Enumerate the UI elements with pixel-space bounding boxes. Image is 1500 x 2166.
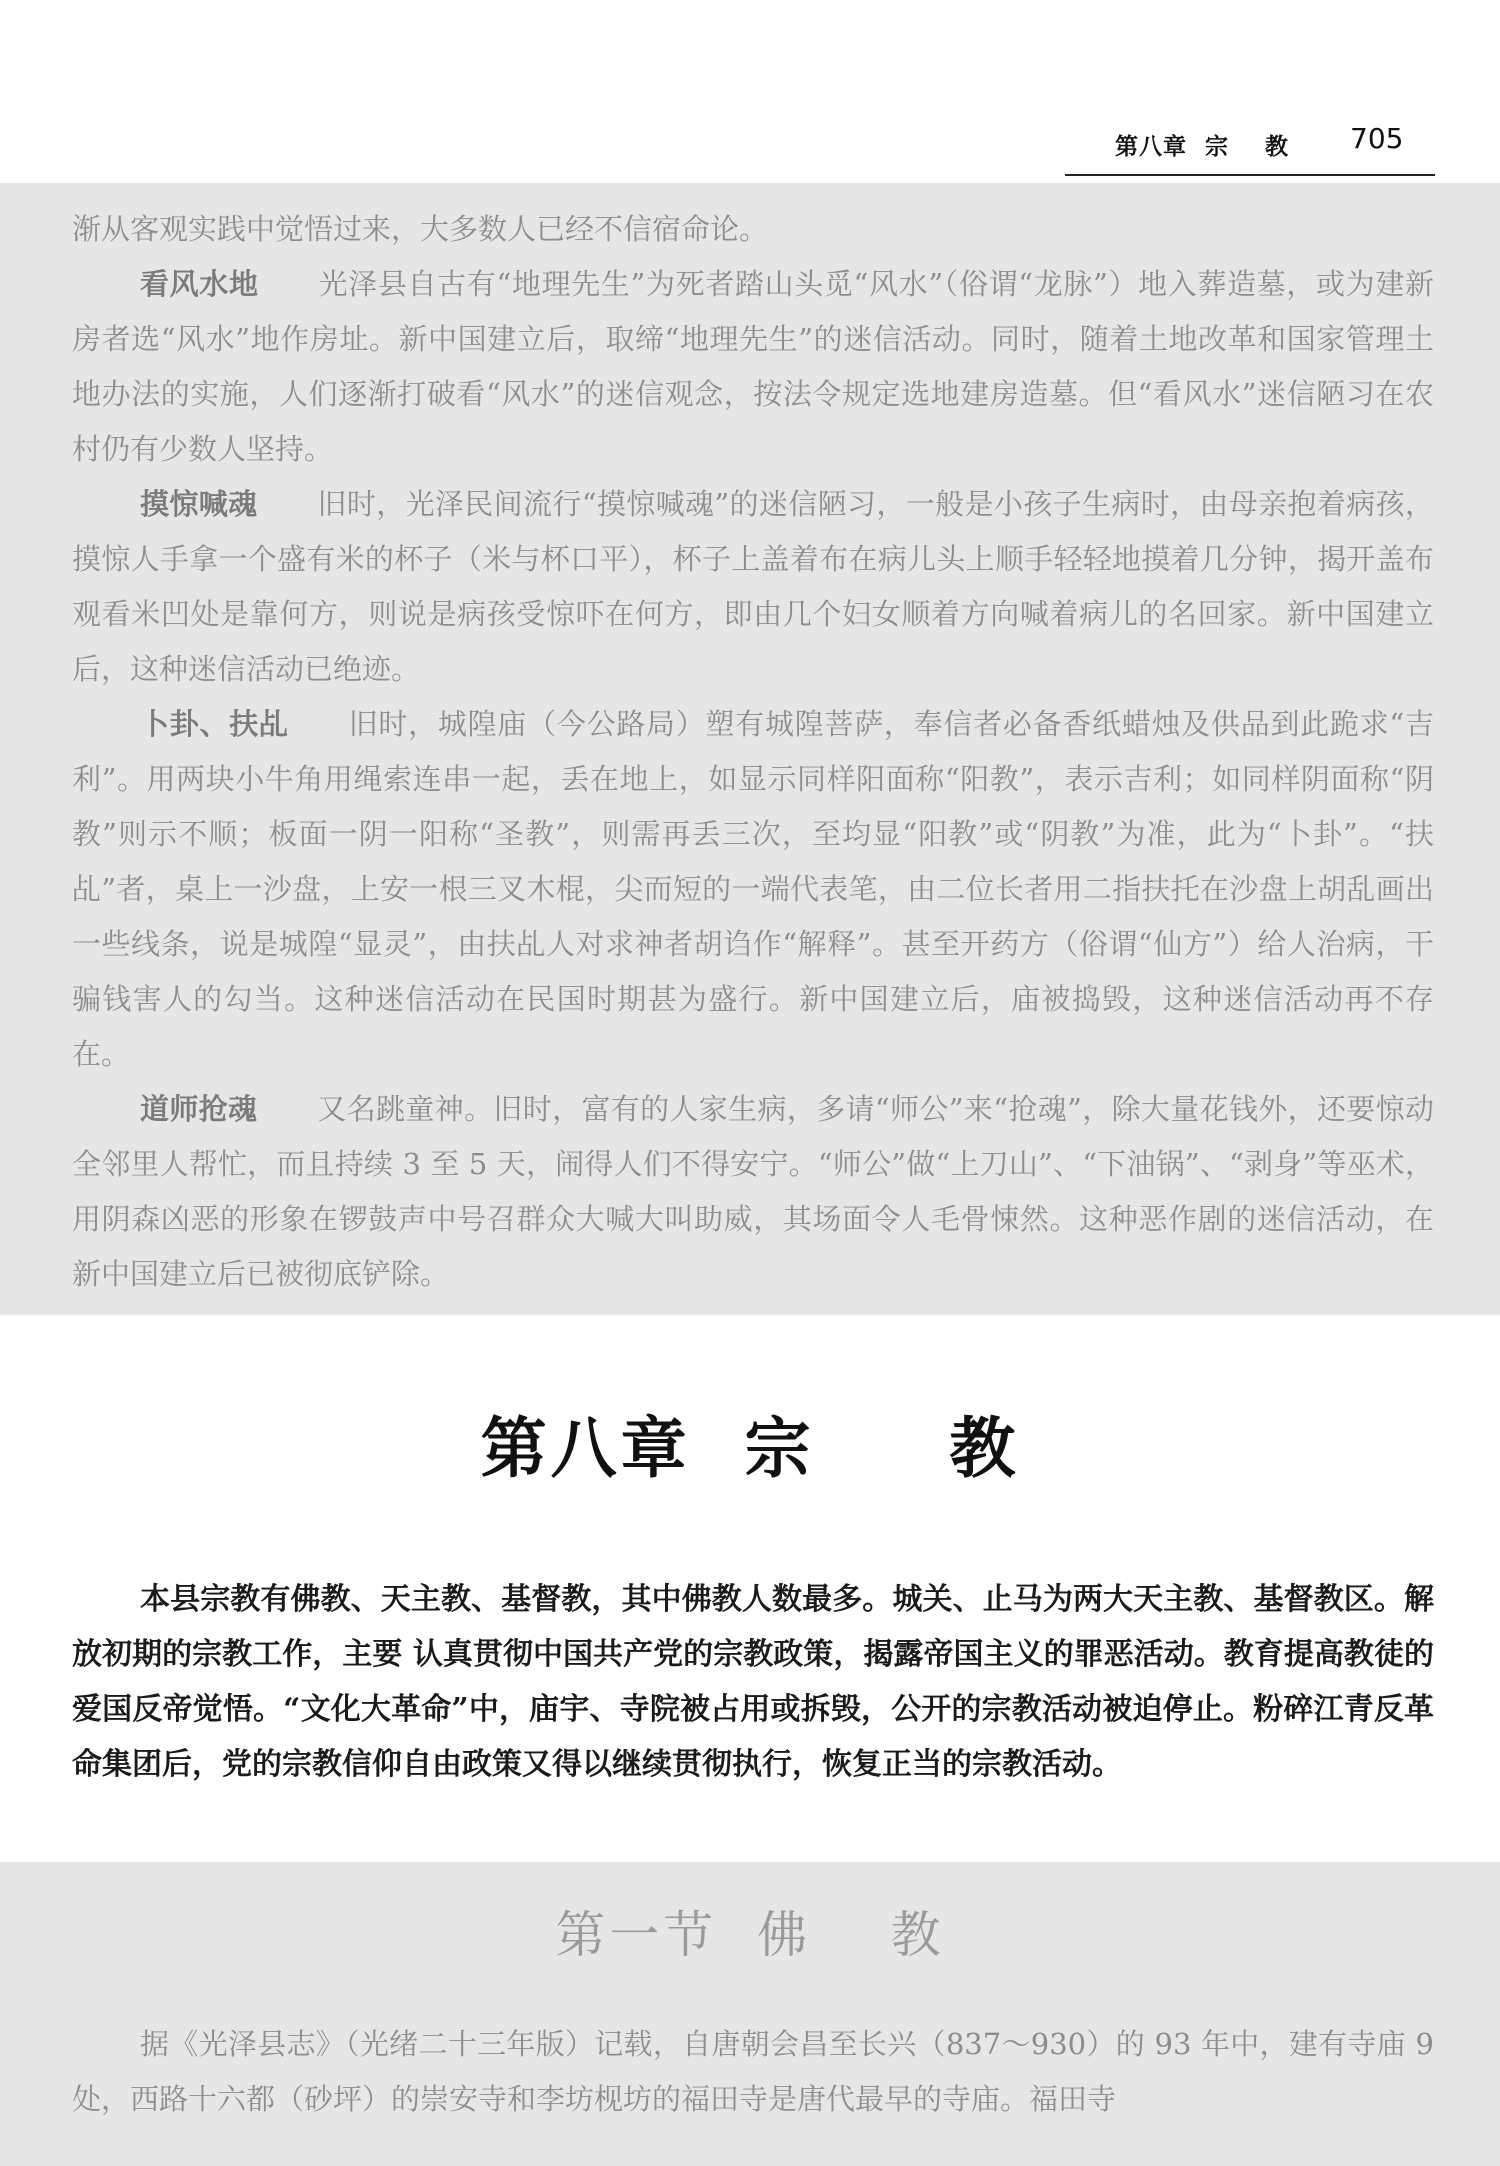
section-title: 第一节 佛 教 (555, 1906, 945, 1964)
entry-paragraph-daoshi (72, 1082, 1434, 1302)
entry-text: 旧时，城隍庙（今公路局）塑有城隍菩萨，奉信者必备香纸蜡烛及供品到此跪求“吉利”。用两块小牛角用绳索连串一起，丢在地上，如显示同样阳面称“阳教”，表示吉利；如同样阴面称“阴教”则示不顺；板面一阴一阳称“圣教”，则需再丢三次，至均显“阳教”或“阴教”为准，此为“卜卦”。“扶乩”者，桌上一沙盘，上安一根三叉木棍，尖而短的一端代表笔，由二位长者用二指扶托在沙盘上胡乱画出一些线条，说是城隍“显灵”，由扶乩人对求神者胡诌作“解释”。甚至开药方（俗谓“仙方”）给人治病，干骗钱害人的勾当。这种迷信活动在民国时期甚为盛行。新中国建立后，庙被捣毁，这种迷信活动再不存在。 (72, 707, 1434, 1071)
entry-paragraph-mojing (72, 477, 1434, 697)
chapter-title: 第八章 宗 教 (480, 1410, 1020, 1487)
entry-term: 道师抢魂 (140, 1092, 258, 1126)
entry-term: 看风水地 (140, 267, 259, 301)
entry-term: 卜卦、扶乩 (140, 707, 289, 741)
section-paragraph: 据《光泽县志》（光绪二十三年版）记载，自唐朝会昌至长兴（837～930）的 93 年中，建有寺庙 9 处，西路十六都（砂坪）的崇安寺和李坊枧坊的福田寺是唐代最早的寺庙。福田寺 (72, 2027, 1434, 2116)
running-header-chapter: 第八章 宗 教 (1115, 134, 1290, 160)
entry-paragraph-fengshui (72, 257, 1434, 477)
entry-text: 又名跳童神。旧时，富有的人家生病，多请“师公”来“抢魂”，除大量花钱外，还要惊动全邻里人帮忙，而且持续 3 至 5 天，闹得人们不得安宁。“师公”做“上刀山”、“下油锅”、“剥身”等巫术，用阴森凶恶的形象在锣鼓声中号召群众大喊大叫助威，其场面令人毛骨悚然。这种恶作剧的迷信活动，在新中国建立后已被彻底铲除。 (72, 1092, 1434, 1291)
entry-text: 旧时，光泽民间流行“摸惊喊魂”的迷信陋习，一般是小孩子生病时，由母亲抱着病孩，摸惊人手拿一个盛有米的杯子（米与杯口平），杯子上盖着布在病儿头上顺手轻轻地摸着几分钟，揭开盖布观看米凹处是靠何方，则说是病孩受惊吓在何方，即由几个妇女顺着方向喊着病儿的名回家。新中国建立后，这种迷信活动已绝迹。 (72, 487, 1434, 686)
entry-term: 摸惊喊魂 (140, 487, 258, 521)
entry-paragraph-bugua (72, 697, 1434, 1082)
chapter-intro-paragraph: 本县宗教有佛教、天主教、基督教，其中佛教人数最多。城关、止马为两大天主教、基督教区。解放初期的宗教工作，主要 认真贯彻中国共产党的宗教政策，揭露帝国主义的罪恶活动。教育提高教徒的爱国反帝觉悟。“文化大革命”中，庙宇、寺院被占用或拆毁，公开的宗教活动被迫停止。粉碎江青反革命集团后，党的宗教信仰自由政策又得以继续贯彻执行，恢复正当的宗教活动。 (72, 1582, 1434, 1782)
continuation-paragraph: 渐从客观实践中觉悟过来，大多数人已经不信宿命论。 (72, 212, 769, 246)
entry-text: 光泽县自古有“地理先生”为死者踏山头觅“风水”（俗谓“龙脉”）地入葬造墓，或为建新房者选“风水”地作房址。新中国建立后，取缔“地理先生”的迷信活动。同时，随着土地改革和国家管理土地办法的实施，人们逐渐打破看“风水”的迷信观念，按法令规定选地建房造墓。但“看风水”迷信陋习在农村仍有少数人坚持。 (72, 267, 1434, 466)
page-header (1065, 118, 1435, 176)
page-number: 705 (1350, 122, 1404, 155)
